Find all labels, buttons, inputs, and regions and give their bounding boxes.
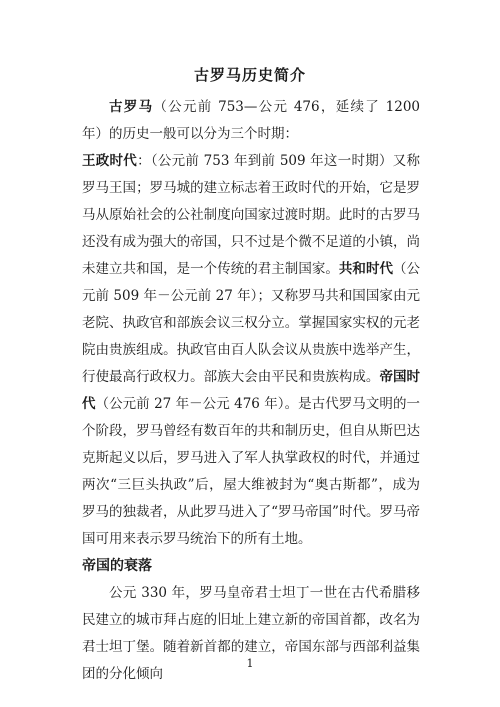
- republic-term: 共和时代: [338, 261, 393, 277]
- decline-heading: 帝国的衰落: [82, 558, 152, 574]
- kingdom-term: 王政时代: [82, 153, 138, 169]
- intro-paragraph: [82, 94, 420, 148]
- periods-paragraph: [82, 148, 420, 553]
- document-body: [82, 94, 420, 688]
- republic-text: （公元前 509 年－公元前 27 年）；又称罗马共和国国家由元老院、执政官和部族会议三权分立。掌握国家实权的元老院由贵族组成。执政官由百人队会议从贵族中选举产生，行使最高行政权力。部族大会由平民和贵族构成。: [82, 261, 421, 385]
- empire-text: （公元前 27 年－公元 476 年）。是古代罗马文明的一个阶段，罗马曾经有数百年的共和制历史，但自从斯巴达克斯起义以后，罗马进入了军人执掌政权的时代，并通过两次“三巨头执政”后，屋大维被封为“奥古斯都”，成为罗马的独裁者，从此罗马进入了“罗马帝国”时代。罗马帝国可用来表示罗马统治下的所有土地。: [82, 396, 420, 547]
- decline-paragraph: 公元 330 年，罗马皇帝君士坦丁一世在古代希腊移民建立的城市拜占庭的旧址上建立新的帝国首都，改名为君士坦丁堡。随着新首都的建立，帝国东部与西部利益集团的分化倾向: [82, 585, 420, 682]
- page-title: 古罗马历史简介: [193, 66, 306, 84]
- intro-text: （公元前 753—公元 476，延续了 1200 年）的历史一般可以分为三个时期：: [82, 99, 421, 142]
- page-number: 1: [246, 657, 254, 670]
- intro-term: 古罗马: [109, 99, 154, 115]
- kingdom-text: ：（公元前 753 年到前 509 年这一时期）又称罗马王国；罗马城的建立标志着王政时代的开始，它是罗马从原始社会的公社制度向国家过渡时期。此时的古罗马还没有成为强大的帝国，只不过是个微不足道的小镇，尚未建立共和国，是一个传统的君主制国家。: [82, 153, 421, 277]
- empire-term: 帝国时代: [82, 369, 421, 412]
